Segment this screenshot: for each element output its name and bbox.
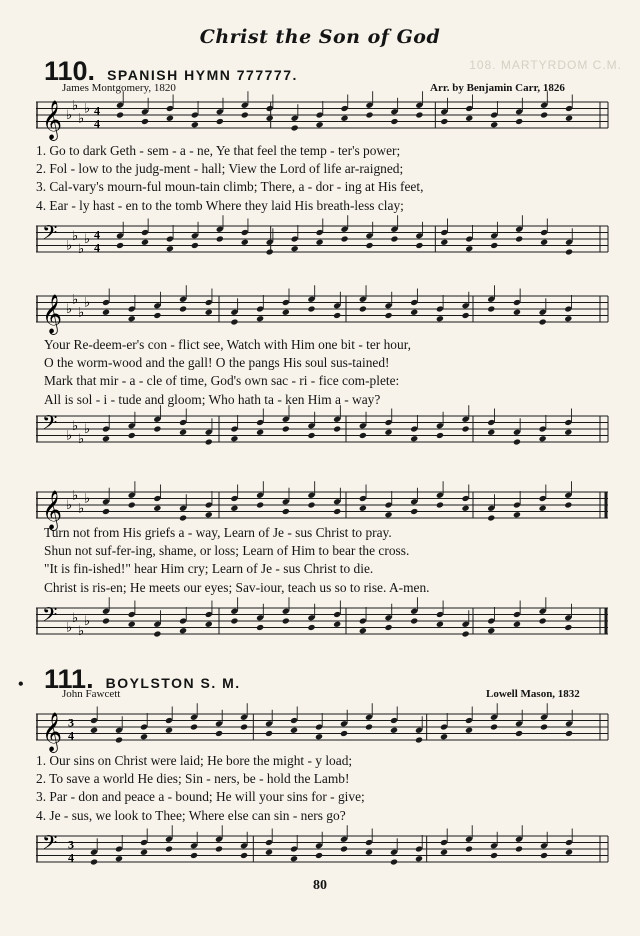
note-head bbox=[540, 111, 548, 118]
time-signature-top: 4 bbox=[94, 103, 100, 118]
note-head bbox=[153, 630, 161, 637]
hymn-111-text-author: John Fawcett bbox=[62, 688, 121, 700]
treble-staff bbox=[36, 708, 608, 750]
note-head bbox=[359, 505, 367, 512]
note-head bbox=[565, 248, 573, 255]
note-head bbox=[290, 855, 298, 862]
note-head bbox=[565, 849, 573, 856]
bass-clef-icon: 𝄢 bbox=[42, 220, 58, 249]
treble-staff bbox=[36, 486, 608, 528]
note-head bbox=[513, 511, 521, 518]
note-head bbox=[365, 111, 373, 118]
note-head bbox=[333, 508, 341, 515]
lyric-line: "It is fin-ished!" hear Him cry; Learn of Je - sus Christ to die. bbox=[44, 561, 374, 577]
hymn-111-lyrics-1 bbox=[36, 752, 608, 825]
note-head bbox=[462, 505, 470, 512]
note-head bbox=[436, 621, 444, 628]
note-head bbox=[390, 235, 398, 242]
note-head bbox=[191, 121, 199, 128]
note-head bbox=[365, 242, 373, 249]
lyric-line: 4. Je - sus, we look to Thee; Where else can sin - ners go? bbox=[36, 807, 346, 823]
note-head bbox=[215, 730, 223, 737]
treble-staff bbox=[36, 290, 608, 332]
hymn-110-tune: SPANISH HYMN 777777. bbox=[107, 67, 298, 83]
time-signature-top: 3 bbox=[68, 715, 74, 730]
lyric-line: 1. Go to dark Geth - sem - a - ne, Ye that feel the temp - ter's power; bbox=[36, 143, 401, 158]
note-head bbox=[153, 505, 161, 512]
note-head bbox=[490, 242, 498, 249]
note-head bbox=[436, 432, 444, 439]
bass-clef-icon: 𝄢 bbox=[42, 830, 58, 859]
note-head bbox=[539, 617, 547, 624]
hymn-110-system-2 bbox=[36, 290, 608, 460]
note-head bbox=[102, 309, 110, 316]
note-head bbox=[230, 617, 238, 624]
note-head bbox=[179, 514, 187, 521]
time-signature-bottom: 4 bbox=[94, 116, 100, 131]
note-head bbox=[141, 118, 149, 125]
note-head bbox=[240, 852, 248, 859]
note-head bbox=[340, 730, 348, 737]
flat-icon: ♭ bbox=[66, 620, 73, 636]
note-head bbox=[465, 115, 473, 122]
lyric-line: Your Re-deem-er's con - flict see, Watch with Him one bit - ter hour, bbox=[44, 337, 411, 352]
note-head bbox=[410, 508, 418, 515]
note-head bbox=[307, 432, 315, 439]
note-head bbox=[487, 429, 495, 436]
note-head bbox=[140, 733, 148, 740]
note-head bbox=[128, 315, 136, 322]
lyric-line: 3. Par - don and peace a - bound; He will your sins for - give; bbox=[36, 789, 365, 805]
note-head bbox=[436, 315, 444, 322]
note-head bbox=[540, 723, 548, 730]
note-head bbox=[230, 318, 238, 325]
flat-icon: ♭ bbox=[72, 98, 79, 114]
note-head bbox=[515, 235, 523, 242]
note-head bbox=[128, 432, 136, 439]
time-signature-top: 3 bbox=[68, 837, 74, 852]
note-head bbox=[333, 425, 341, 432]
note-head bbox=[515, 845, 523, 852]
flat-icon: ♭ bbox=[78, 431, 85, 447]
flat-icon: ♭ bbox=[66, 428, 73, 444]
lyric-line: Turn not from His griefs a - way, Learn of Je - sus Christ to pray. bbox=[44, 525, 392, 540]
note-head bbox=[539, 435, 547, 442]
flat-icon: ♭ bbox=[84, 295, 91, 311]
treble-clef-icon: 𝄞 bbox=[42, 100, 63, 140]
lyric-line: 2. To save a world He dies; Sin - ners, be - hold the Lamb! bbox=[36, 771, 350, 787]
note-head bbox=[564, 501, 572, 508]
note-head bbox=[415, 736, 423, 743]
note-head bbox=[410, 435, 418, 442]
note-head bbox=[291, 245, 299, 252]
hymn-111-number: 111. bbox=[44, 664, 94, 694]
lyric-line: Christ is ris-en; He meets our eyes; Sav-iour, teach us so to rise. A-men. bbox=[44, 579, 430, 595]
lyric-line: 1. Our sins on Christ were laid; He bore the might - y load; bbox=[36, 753, 353, 768]
treble-clef-icon: 𝄞 bbox=[42, 294, 63, 334]
note-head bbox=[141, 239, 149, 246]
time-signature-bottom: 4 bbox=[68, 728, 74, 743]
note-head bbox=[539, 505, 547, 512]
note-head bbox=[384, 624, 392, 631]
note-head bbox=[153, 425, 161, 432]
note-head bbox=[230, 435, 238, 442]
hymn-110-system-1 bbox=[36, 96, 608, 276]
note-head bbox=[415, 242, 423, 249]
note-head bbox=[205, 309, 213, 316]
flat-icon: ♭ bbox=[66, 302, 73, 317]
note-head bbox=[340, 235, 348, 242]
note-head bbox=[282, 425, 290, 432]
note-head bbox=[440, 733, 448, 740]
note-head bbox=[462, 312, 470, 319]
note-head bbox=[384, 511, 392, 518]
note-head bbox=[128, 621, 136, 628]
note-head bbox=[216, 118, 224, 125]
hymn-110-lyrics-2 bbox=[36, 336, 608, 409]
note-head bbox=[179, 627, 187, 634]
bass-staff bbox=[36, 830, 608, 872]
flat-icon: ♭ bbox=[72, 292, 79, 308]
note-head bbox=[240, 723, 248, 730]
note-head bbox=[487, 514, 495, 521]
note-head bbox=[384, 429, 392, 436]
note-head bbox=[230, 505, 238, 512]
lyric-line: 4. Ear - ly hast - en to the tomb Where they laid His breath-less clay; bbox=[36, 197, 404, 213]
hymn-111-system-1 bbox=[36, 708, 608, 878]
note-head bbox=[282, 617, 290, 624]
lyric-line: Shun not suf-fer-ing, shame, or loss; Learn of Him to bear the cross. bbox=[44, 543, 410, 559]
note-head bbox=[315, 733, 323, 740]
time-signature-bottom: 4 bbox=[94, 240, 100, 255]
note-head bbox=[102, 435, 110, 442]
note-head bbox=[153, 312, 161, 319]
note-head bbox=[513, 438, 521, 445]
hymn-110-text-author: James Montgomery, 1820 bbox=[62, 82, 176, 94]
lyric-line: O the worm-wood and the gall! O the pangs His soul sus-tained! bbox=[44, 355, 390, 371]
note-head bbox=[116, 242, 124, 249]
note-head bbox=[241, 239, 249, 246]
note-head bbox=[333, 312, 341, 319]
flat-icon: ♭ bbox=[66, 238, 73, 254]
time-signature-bottom: 4 bbox=[68, 850, 74, 865]
note-head bbox=[190, 723, 198, 730]
bass-clef-icon: 𝄢 bbox=[42, 410, 58, 439]
note-head bbox=[307, 305, 315, 312]
flat-icon: ♭ bbox=[84, 491, 91, 507]
note-head bbox=[515, 730, 523, 737]
note-head bbox=[440, 118, 448, 125]
note-head bbox=[241, 111, 249, 118]
flat-icon: ♭ bbox=[72, 488, 79, 504]
note-head bbox=[390, 727, 398, 734]
note-head bbox=[128, 501, 136, 508]
note-head bbox=[165, 727, 173, 734]
note-head bbox=[266, 115, 274, 122]
hymn-110-music-credit: Arr. by Benjamin Carr, 1826 bbox=[430, 82, 565, 94]
note-head bbox=[316, 121, 324, 128]
note-head bbox=[390, 118, 398, 125]
note-head bbox=[90, 727, 98, 734]
note-head bbox=[282, 309, 290, 316]
note-head bbox=[265, 730, 273, 737]
note-head bbox=[140, 849, 148, 856]
note-head bbox=[340, 115, 348, 122]
note-head bbox=[179, 429, 187, 436]
flat-icon: ♭ bbox=[78, 111, 85, 127]
note-head bbox=[205, 511, 213, 518]
note-head bbox=[490, 852, 498, 859]
note-head bbox=[462, 425, 470, 432]
note-head bbox=[564, 624, 572, 631]
flat-icon: ♭ bbox=[84, 614, 91, 629]
note-head bbox=[487, 305, 495, 312]
note-head bbox=[307, 501, 315, 508]
note-head bbox=[410, 309, 418, 316]
note-head bbox=[205, 621, 213, 628]
lyric-line: Mark that mir - a - cle of time, God's own sac - ri - fice com-plete: bbox=[44, 373, 400, 389]
note-head bbox=[282, 508, 290, 515]
note-head bbox=[465, 727, 473, 734]
bass-clef-icon: 𝄢 bbox=[42, 602, 58, 631]
flat-icon: ♭ bbox=[72, 228, 79, 244]
page-number: 80 bbox=[313, 878, 327, 893]
note-head bbox=[440, 239, 448, 246]
note-head bbox=[340, 845, 348, 852]
hymn-110-lyrics-3 bbox=[36, 524, 608, 597]
note-head bbox=[539, 318, 547, 325]
time-signature-top: 4 bbox=[94, 227, 100, 242]
note-head bbox=[415, 111, 423, 118]
note-head bbox=[540, 239, 548, 246]
hymn-111-tune: BOYLSTON S. M. bbox=[105, 675, 241, 691]
note-head bbox=[465, 845, 473, 852]
note-head bbox=[256, 501, 264, 508]
note-head bbox=[359, 432, 367, 439]
lyric-line: 2. Fol - low to the judg-ment - hall; View the Lord of life ar-raigned; bbox=[36, 161, 404, 177]
note-head bbox=[440, 849, 448, 856]
flat-icon: ♭ bbox=[78, 241, 85, 257]
note-head bbox=[190, 852, 198, 859]
flat-icon: ♭ bbox=[84, 422, 91, 437]
bass-staff bbox=[36, 220, 608, 262]
note-head bbox=[465, 245, 473, 252]
note-head bbox=[115, 736, 123, 743]
note-head bbox=[165, 845, 173, 852]
treble-staff bbox=[36, 96, 608, 138]
note-head bbox=[316, 239, 324, 246]
note-head bbox=[513, 621, 521, 628]
note-head bbox=[436, 501, 444, 508]
bass-staff bbox=[36, 602, 608, 644]
note-head bbox=[490, 121, 498, 128]
note-head bbox=[564, 429, 572, 436]
flat-icon: ♭ bbox=[78, 305, 85, 321]
note-head bbox=[115, 855, 123, 862]
note-head bbox=[266, 248, 274, 255]
flat-icon: ♭ bbox=[66, 108, 73, 123]
note-head bbox=[315, 852, 323, 859]
note-head bbox=[565, 730, 573, 737]
hymn-110-number: 110. bbox=[44, 56, 96, 86]
flat-icon: ♭ bbox=[84, 101, 91, 117]
note-head bbox=[256, 429, 264, 436]
note-head bbox=[256, 624, 264, 631]
hymn-110-system-3 bbox=[36, 486, 608, 656]
flat-icon: ♭ bbox=[66, 498, 73, 513]
note-head bbox=[410, 617, 418, 624]
treble-clef-icon: 𝄞 bbox=[42, 712, 63, 752]
note-head bbox=[291, 124, 299, 131]
note-head bbox=[333, 621, 341, 628]
note-head bbox=[487, 627, 495, 634]
note-head bbox=[102, 508, 110, 515]
note-head bbox=[256, 315, 264, 322]
note-head bbox=[179, 305, 187, 312]
note-head bbox=[205, 438, 213, 445]
flat-icon: ♭ bbox=[72, 418, 79, 434]
bass-staff bbox=[36, 410, 608, 452]
note-head bbox=[540, 852, 548, 859]
note-head bbox=[307, 624, 315, 631]
note-head bbox=[265, 849, 273, 856]
lyric-line: 3. Cal-vary's mourn-ful moun-tain climb; There, a - dor - ing at His feet, bbox=[36, 179, 424, 195]
note-head bbox=[102, 617, 110, 624]
note-head bbox=[515, 118, 523, 125]
flat-icon: ♭ bbox=[78, 623, 85, 639]
note-head bbox=[166, 115, 174, 122]
note-head bbox=[564, 315, 572, 322]
note-head bbox=[90, 858, 98, 865]
note-head bbox=[290, 727, 298, 734]
note-head bbox=[359, 627, 367, 634]
section-title: Christ the Son of God bbox=[199, 26, 441, 48]
note-head bbox=[390, 858, 398, 865]
hymn-111-music-credit: Lowell Mason, 1832 bbox=[486, 688, 580, 700]
note-head bbox=[216, 235, 224, 242]
note-head bbox=[415, 855, 423, 862]
note-head bbox=[513, 309, 521, 316]
note-head bbox=[359, 305, 367, 312]
lyric-line: All is sol - i - tude and gloom; Who hath ta - ken Him a - way? bbox=[44, 391, 381, 407]
flat-icon: ♭ bbox=[72, 610, 79, 626]
note-head bbox=[191, 242, 199, 249]
margin-bullet: • bbox=[18, 676, 24, 693]
note-head bbox=[365, 723, 373, 730]
note-head bbox=[166, 245, 174, 252]
note-head bbox=[565, 115, 573, 122]
note-head bbox=[490, 723, 498, 730]
note-head bbox=[116, 111, 124, 118]
note-head bbox=[365, 849, 373, 856]
hymn-110-lyrics-1 bbox=[36, 142, 608, 215]
bleed-through-text: 108. MARTYRDOM C.M. bbox=[469, 58, 622, 72]
flat-icon: ♭ bbox=[78, 501, 85, 517]
flat-icon: ♭ bbox=[84, 232, 91, 247]
note-head bbox=[462, 630, 470, 637]
treble-clef-icon: 𝄞 bbox=[42, 490, 63, 530]
note-head bbox=[215, 845, 223, 852]
note-head bbox=[384, 312, 392, 319]
